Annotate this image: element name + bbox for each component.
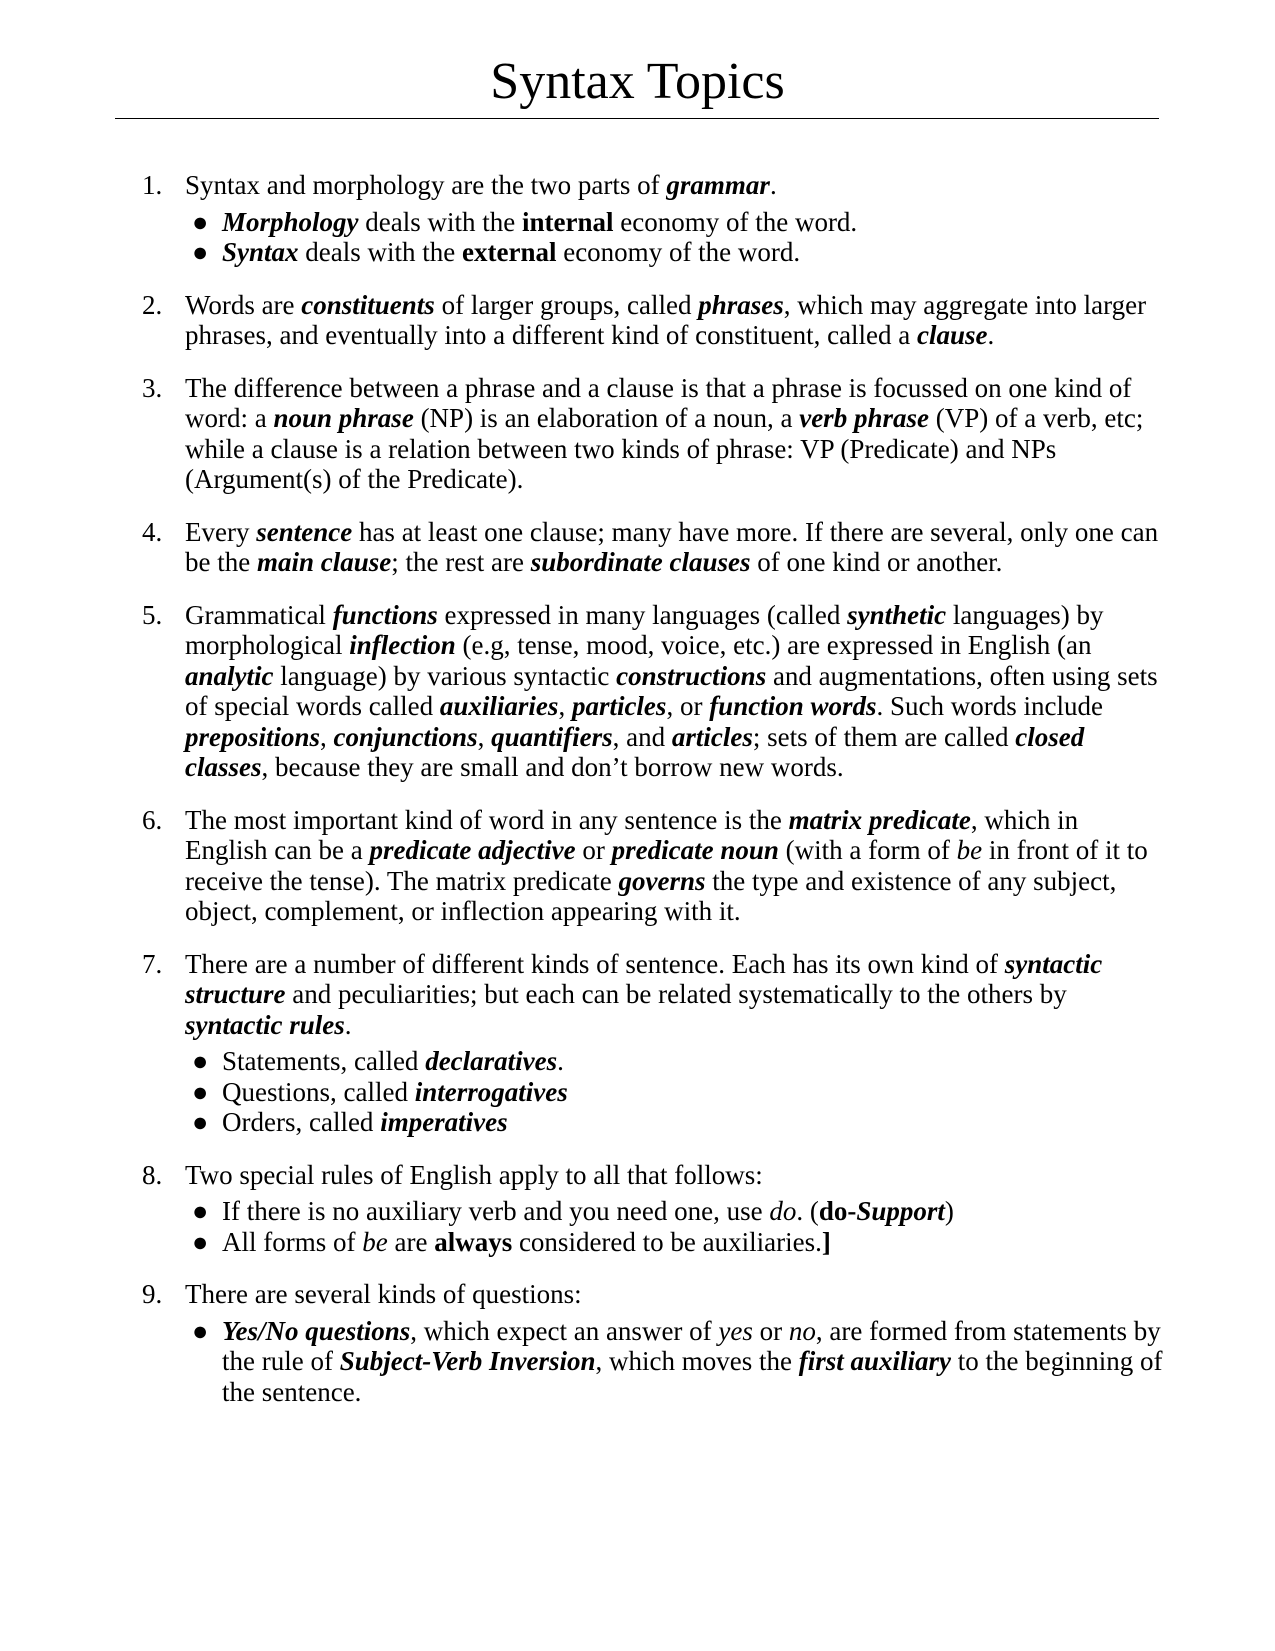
text-run: noun phrase — [273, 403, 414, 433]
text-run: or — [575, 835, 612, 865]
text-run: the type and existence of any subject, object, complement, or inflection appearing with it. — [185, 865, 1117, 926]
text-run: declaratives — [425, 1046, 558, 1076]
text-run: The difference between a phrase and a clause is that a phrase is focussed on one kind of word: a — [185, 372, 1132, 433]
text-run: has at least one clause; many have more. If there are several, only one can be the — [185, 516, 1159, 577]
text-run: economy of the word. — [556, 237, 801, 267]
text-run: particles — [571, 691, 667, 721]
bullet-item — [192, 1046, 1165, 1077]
item-text — [185, 949, 1165, 1041]
bullet-dot-icon: ● — [192, 206, 209, 237]
text-run: do — [769, 1196, 797, 1226]
text-run: no — [788, 1315, 816, 1346]
text-run: predicate adjective — [369, 835, 576, 865]
text-run: . — [769, 170, 777, 200]
text-run: and augmentations, often using sets of special words called — [185, 660, 1158, 721]
text-run: matrix predicate — [788, 804, 971, 835]
text-run: constituents — [301, 289, 435, 320]
text-run: grammar — [666, 170, 770, 200]
text-run: deals with the — [358, 206, 522, 237]
text-run: , — [477, 721, 492, 752]
text-run: syntactic structure — [185, 948, 1103, 1009]
text-run: to the beginning of the sentence. — [222, 1346, 1163, 1407]
text-run: closed classes — [185, 721, 1085, 782]
text-run: (e.g, tense, mood, voice, etc.) are expressed in English (an — [455, 630, 1092, 660]
text-run: Grammatical — [185, 599, 333, 630]
text-run: deals with the — [298, 237, 462, 267]
text-run: Yes/No questions — [222, 1315, 411, 1346]
bullet-item — [192, 1107, 1165, 1138]
text-run: considered to be auxiliaries. — [512, 1226, 822, 1257]
bullet-item — [192, 1196, 1165, 1227]
item-number: 9. — [142, 1279, 163, 1309]
list-item — [0, 805, 1275, 927]
text-run: function words — [709, 691, 877, 721]
text-run: . — [987, 320, 995, 350]
list-item — [0, 600, 1275, 783]
bullet-dot-icon: ● — [192, 1107, 209, 1137]
text-run: of larger groups, called — [434, 289, 699, 320]
topic-list — [0, 170, 1275, 1429]
text-run: in front of it to receive the tense). The matrix predicate — [185, 835, 1148, 896]
bullet-item — [192, 1076, 1165, 1108]
bullet-dot-icon: ● — [192, 1076, 209, 1107]
text-run: , are formed from statements by the rule of — [222, 1315, 1161, 1376]
text-run: , — [558, 691, 572, 721]
text-run: Two special rules of English apply to all that follows: — [185, 1159, 763, 1190]
text-run: are — [387, 1226, 435, 1257]
text-run: prepositions — [185, 721, 321, 752]
text-run: ] — [821, 1226, 831, 1257]
text-run: clause — [917, 320, 988, 350]
text-run: economy of the word. — [613, 206, 858, 237]
text-run: , which may aggregate into larger phrases, and eventually into a different kind of constituent, called a — [185, 289, 1147, 350]
text-run: synthetic — [847, 599, 947, 630]
text-run: . ( — [796, 1196, 819, 1226]
text-run: Syntax and morphology are the two parts of — [185, 170, 667, 200]
text-run: . Such words include — [876, 691, 1103, 721]
text-run: There are several kinds of questions: — [185, 1279, 582, 1309]
text-run: Support — [856, 1196, 945, 1226]
item-text — [185, 805, 1165, 927]
text-run: and peculiarities; but each can be related systematically to the others by — [285, 979, 1067, 1009]
text-run: syntactic rules — [185, 1009, 345, 1040]
text-run: phrases — [698, 289, 784, 320]
list-item — [0, 373, 1275, 495]
item-text — [185, 290, 1165, 351]
bullet-dot-icon: ● — [192, 1315, 209, 1346]
text-run: subordinate clauses — [530, 547, 751, 577]
text-run: There are a number of different kinds of sentence. Each has its own kind of — [185, 948, 1005, 979]
bullet-dot-icon: ● — [192, 1196, 209, 1226]
text-run: Every — [185, 516, 257, 547]
text-run: Statements, called — [222, 1046, 426, 1076]
text-run: , which moves the — [595, 1346, 799, 1376]
item-text — [185, 170, 1165, 201]
text-run: auxiliaries — [439, 691, 559, 721]
bullet-list — [0, 1046, 1275, 1138]
list-item — [0, 290, 1275, 351]
text-run: yes — [718, 1315, 753, 1346]
text-run: languages) by morphological — [185, 599, 1104, 660]
text-run: analytic — [185, 660, 274, 691]
text-run: , because they are small and don’t borrow new words. — [261, 752, 844, 782]
text-run: expressed in many languages (called — [437, 599, 848, 630]
item-number: 4. — [142, 516, 163, 547]
item-number: 1. — [142, 170, 163, 200]
item-number: 3. — [142, 372, 163, 403]
text-run: imperatives — [380, 1107, 508, 1137]
text-run: or — [752, 1315, 789, 1346]
text-run: language) by various syntactic — [273, 660, 617, 691]
text-run: inflection — [349, 630, 456, 660]
text-run: ; sets of them are called — [752, 721, 1016, 752]
item-text — [185, 517, 1165, 578]
list-item — [0, 517, 1275, 578]
text-run: predicate noun — [611, 835, 779, 865]
text-run: conjunctions — [333, 721, 478, 752]
text-run: articles — [671, 721, 753, 752]
item-text — [185, 373, 1165, 495]
text-run: be — [362, 1226, 388, 1257]
bullet-item — [192, 1226, 1165, 1258]
text-run: , — [320, 721, 334, 752]
text-run: Words are — [185, 289, 302, 320]
text-run: . — [344, 1009, 352, 1040]
item-number: 7. — [142, 948, 163, 979]
text-run: Questions, called — [222, 1076, 415, 1107]
item-number: 6. — [142, 804, 163, 835]
text-run: , which in English can be a — [185, 804, 1079, 865]
title-divider — [115, 118, 1159, 119]
item-number: 5. — [142, 599, 163, 630]
text-run: be — [956, 835, 983, 865]
bullet-list — [0, 207, 1275, 268]
text-run: Orders, called — [222, 1107, 381, 1137]
text-run: governs — [618, 865, 706, 896]
text-run: , or — [666, 691, 710, 721]
text-run: (NP) is an elaboration of a noun, a — [413, 403, 800, 433]
text-run: The most important kind of word in any sentence is the — [185, 804, 789, 835]
item-number: 8. — [142, 1159, 163, 1190]
text-run: sentence — [256, 516, 353, 547]
text-run: do- — [818, 1196, 857, 1226]
text-run: ; the rest are — [391, 547, 531, 577]
text-run: interrogatives — [414, 1076, 568, 1107]
page-title: Syntax Topics — [490, 53, 785, 110]
item-number: 2. — [142, 289, 163, 320]
text-run: first auxiliary — [798, 1346, 951, 1376]
text-run: , which expect an answer of — [410, 1315, 719, 1346]
text-run: always — [434, 1226, 513, 1257]
text-run: quantifiers — [491, 721, 613, 752]
bullet-item — [192, 206, 1165, 238]
text-run: verb phrase — [799, 403, 929, 433]
text-run: If there is no auxiliary verb and you need one, use — [222, 1196, 770, 1226]
list-item — [0, 1160, 1275, 1258]
text-run: constructions — [616, 660, 767, 691]
text-run: , and — [612, 721, 672, 752]
bullet-list — [0, 1316, 1275, 1408]
text-run: internal — [522, 206, 614, 237]
item-text — [185, 1160, 1165, 1191]
item-text — [185, 1279, 1165, 1310]
text-run: (with a form of — [778, 835, 957, 865]
text-run: Syntax — [222, 237, 299, 267]
list-item — [0, 949, 1275, 1138]
text-run: functions — [332, 599, 438, 630]
item-text — [185, 600, 1165, 783]
list-item — [0, 170, 1275, 268]
bullet-dot-icon: ● — [192, 1046, 209, 1076]
text-run: of one kind or another. — [750, 547, 1003, 577]
list-item — [0, 1279, 1275, 1407]
text-run: Subject-Verb Inversion — [339, 1346, 596, 1376]
text-run: All forms of — [222, 1226, 363, 1257]
text-run: Morphology — [222, 206, 359, 237]
bullet-item — [192, 237, 1165, 268]
bullet-dot-icon: ● — [192, 1226, 209, 1257]
text-run: (VP) of a verb, etc; while a clause is a relation between two kinds of phrase: VP (Predicate) and NPs (Argument(s) of the Predicate). — [185, 403, 1144, 494]
bullet-list — [0, 1196, 1275, 1257]
bullet-item — [192, 1315, 1165, 1408]
text-run: . — [557, 1046, 564, 1076]
text-run: ) — [944, 1196, 954, 1226]
bullet-dot-icon: ● — [192, 237, 209, 267]
text-run: main clause — [256, 547, 392, 577]
text-run: external — [462, 237, 557, 267]
